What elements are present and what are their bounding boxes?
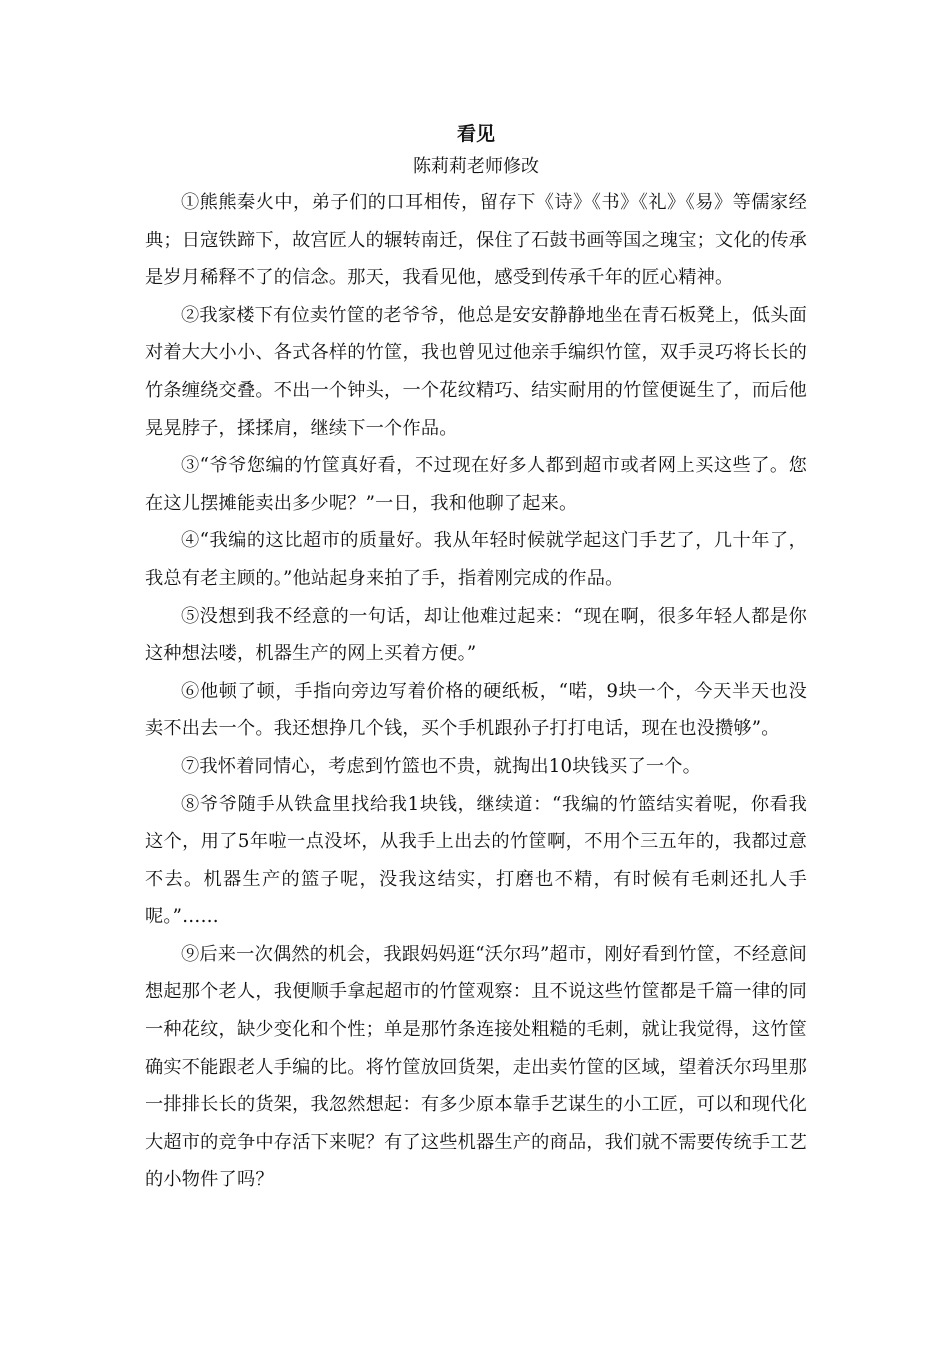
paragraph-3: ③“爷爷您编的竹筐真好看，不过现在好多人都到超市或者网上买这些了。您在这儿摆摊能卖出多少呢？”一日，我和他聊了起来。 [145, 455, 807, 514]
paragraph-8: ⑧爷爷随手从铁盒里找给我1块钱，继续道：“我编的竹篮结实着呢，你看我这个，用了5年啦一点没坏，从我手上出去的竹筐啊，不用个三五年的，我都过意不去。机器生产的篮子呢，没我这结实，打磨也不精，有时候有毛刺还扎人手呢。”…… [145, 793, 807, 928]
document-title: 看见 [456, 123, 495, 145]
paragraph-9: ⑨后来一次偶然的机会，我跟妈妈逛“沃尔玛”超市，刚好看到竹筐，不经意间想起那个老人，我便顺手拿起超市的竹筐观察：且不说这些竹筐都是千篇一律的同一种花纹，缺少变化和个性；单是那竹条连接处粗糙的毛刺，就让我觉得，这竹筐确实不能跟老人手编的比。将竹筐放回货架，走出卖竹筐的区域，望着沃尔玛里那一排排长长的货架，我忽然想起：有多少原本靠手艺谋生的小工匠，可以和现代化大超市的竞争中存活下来呢？有了这些机器生产的商品，我们就不需要传统手工艺的小物件了吗？ [145, 943, 807, 1191]
paragraph-6: ⑥他顿了顿，手指向旁边写着价格的硬纸板，“喏，9块一个，今天半天也没卖不出去一个。我还想挣几个钱，买个手机跟孙子打打电话，现在也没攒够”。 [145, 680, 807, 740]
paragraph-2: ②我家楼下有位卖竹筐的老爷爷，他总是安安静静地坐在青石板凳上，低头面对着大大小小、各式各样的竹筐，我也曾见过他亲手编织竹筐，双手灵巧将长长的竹条缠绕交叠。不出一个钟头，一个花纹精巧、结实耐用的竹筐便诞生了，而后他晃晃脖子，揉揉肩，继续下一个作品。 [145, 304, 807, 439]
document-page [145, 118, 807, 1199]
document-author: 陈莉莉老师修改 [413, 156, 539, 177]
paragraph-5: ⑤没想到我不经意的一句话，却让他难过起来：“现在啊，很多年轻人都是你这种想法喽，机器生产的网上买着方便。” [145, 605, 807, 665]
paragraph-7: ⑦我怀着同情心，考虑到竹篮也不贵，就掏出10块钱买了一个。 [181, 755, 702, 777]
paragraph-1: ①熊熊秦火中，弟子们的口耳相传，留存下《诗》《书》《礼》《易》等儒家经典；日寇铁蹄下，故宫匠人的辗转南迁，保住了石鼓书画等国之瑰宝；文化的传承是岁月稀释不了的信念。那天，我看见他，感受到传承千年的匠心精神。 [145, 192, 807, 289]
paragraph-4: ④“我编的这比超市的质量好。我从年轻时候就学起这门手艺了，几十年了，我总有老主顾的。”他站起身来拍了手，指着刚完成的作品。 [145, 530, 807, 589]
